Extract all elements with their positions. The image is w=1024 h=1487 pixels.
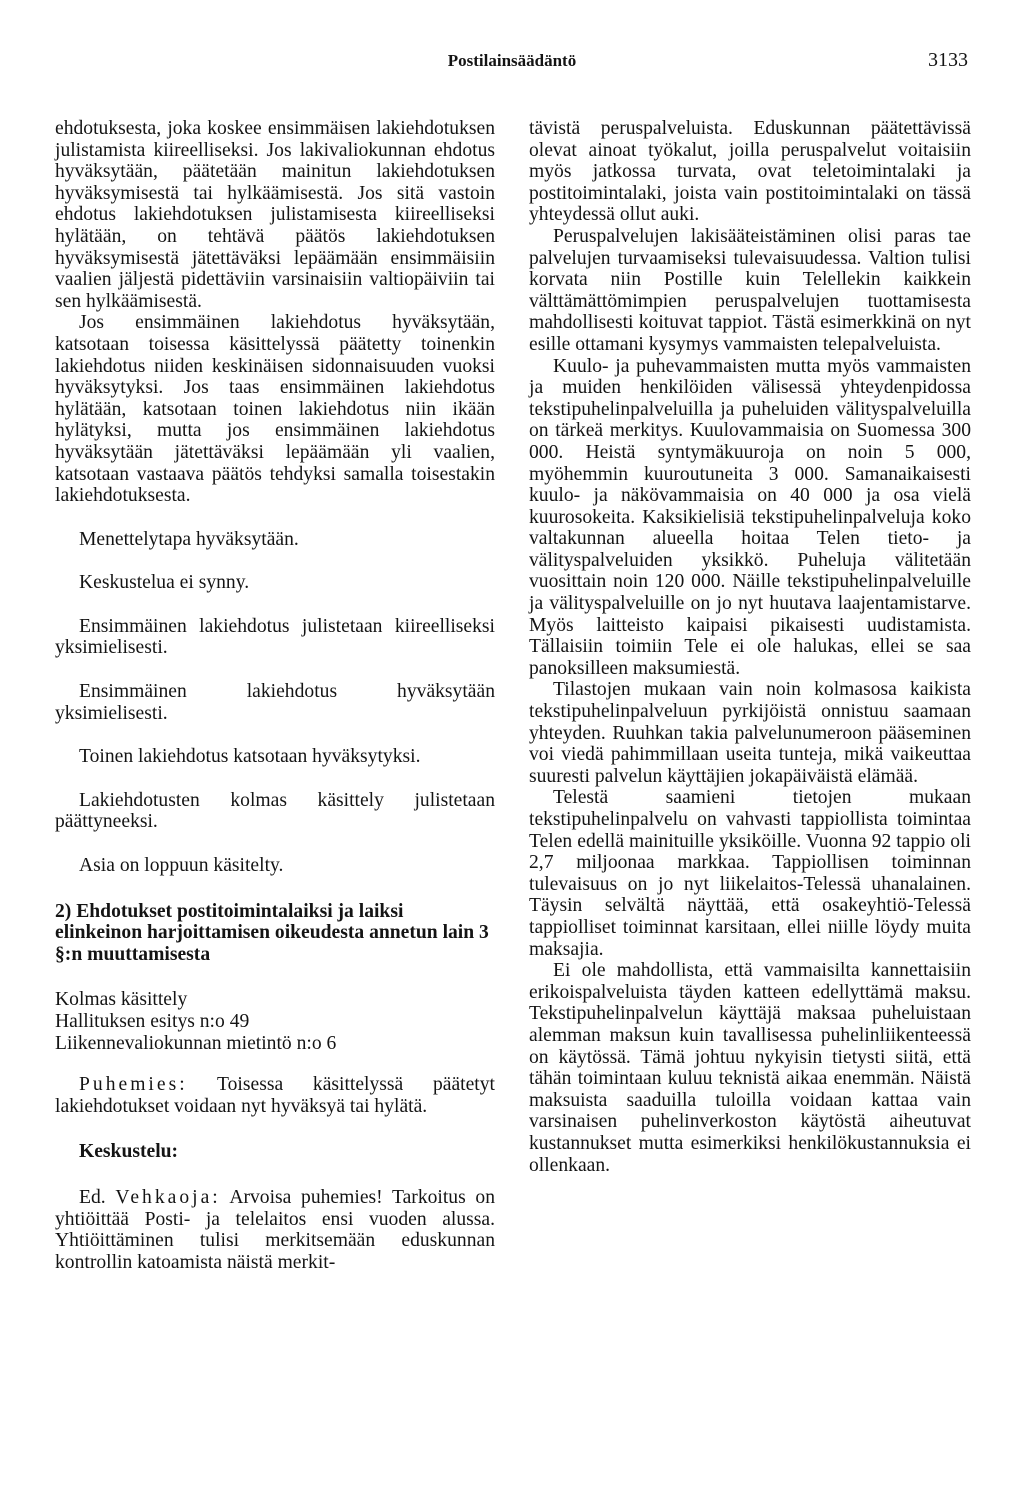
paragraph: ehdotuksesta, joka koskee ensimmäisen lakiehdotuksen julistamista kiireelliseksi. Jos lakivaliokunnan ehdotus hyväksytään, päätetään mainitun lakiehdotuksen hyväksymisestä tai hylkäämisestä. Jos sitä vastoin ehdotus lakiehdotuksen julistamisesta kiireelliseksi hylätään, on tehtävä päätös lakiehdotuksen hyväksymisestä jätettäväksi lepäämään ensimmäisiin vaalien jäljestä pidettäviin varsinaisiin valtiopäiviin tai sen hylkäämisestä. (55, 118, 495, 312)
paragraph: Peruspalvelujen lakisääteistäminen olisi paras tae palvelujen turvaamiseksi tulevaisuudessa. Valtion tulisi korvata niin Postille kuin Telellekin kaikkein välttämättömimpien peruspalvelujen tuottamisesta mahdollisesti koituvat tappiot. Tästä esimerkkinä on nyt esille ottamani kysymys vammaisten telepalveluista. (529, 225, 971, 355)
decision-line: Menettelytapa hyväksytään. (79, 528, 299, 550)
decision-line: Lakiehdotusten kolmas käsittely julistetaan päättyneeksi. (55, 789, 495, 833)
decision-line: Asia on loppuun käsitelty. (79, 855, 284, 877)
paragraph: Tilastojen mukaan vain noin kolmasosa kaikista tekstipuhelinpalveluun pyrkijöistä onnistuu saamaan yhteyden. Ruuhkan takia palvelunumeroon pääseminen voi viedä pahimmillaan useita tunteja, mikä vaikeuttaa suuresti palvelun käyttäjien jokapäiväistä elämää. (529, 679, 971, 787)
discussion-heading: Keskustelu: (79, 1141, 179, 1163)
reference-line: Liikennevaliokunnan mietintö n:o 6 (55, 1032, 337, 1054)
decision-line: Ensimmäinen lakiehdotus hyväksytään yksimielisesti. (55, 681, 495, 724)
decision-line: Keskustelua ei synny. (79, 572, 250, 594)
paragraph: tävistä peruspalveluista. Eduskunnan päätettävissä olevat ainoat työkalut, joilla peruspalvelut voitaisiin myös jatkossa turvata, ovat teletoimintalaki ja postitoimintalaki, joista vain postitoimintalaki on tässä yhteydessä ollut auki. (529, 118, 971, 226)
paragraph: Telestä saamieni tietojen mukaan tekstipuhelinpalvelu on vahvasti tappiollista toimintaa Telen edellä mainituille yksiköille. Vuonna 92 tappio oli 2,7 miljoonaa markkaa. Tappiollisen toiminnan tulevaisuus on jo nyt liikelaitos-Telessä uhanalainen. Täysin selvältä näyttää, että osakeyhtiö-Telessä tappiolliset toiminnat karsitaan, ellei niille löydy muita maksajia. (529, 787, 971, 960)
paragraph: Kuulo- ja puhevammaisten mutta myös vammaisten ja muiden henkilöiden välisessä yhteydenpidossa tekstipuhelinpalveluilla ja puheluiden välityspalveluilla on tärkeä merkitys. Kuulovammaisia on Suomessa 300 000. Heistä syntymäkuuroja on noin 5 000, myöhemmin kuuroutuneita 3 000. Samanaikaisesti kuulo- ja näkövammaisia on 40 000 ja osa vielä kuurosokeita. Kaksikielisiä tekstipuhelinpalveluja koko valtakunnan alueella hoitaa Telen tieto- ja välityspalveluiden yksikkö. Puheluja välitetään vuosittain noin 120 000. Näille tekstipuhelinpalveluille ja välityspalveluille on jo nyt huutava laajentamistarve. Myös laitteisto kaipaisi pikaisesti uudistamista. Tällaisiin toimiin Tele ei ole halukas, ellei se saa panoksilleen maksumiestä. (529, 355, 971, 679)
speaker-name: Vehkaoja: (115, 1186, 221, 1208)
chair-statement (55, 1074, 495, 1117)
decision-line: Toinen lakiehdotus katsotaan hyväksytyksi. (79, 746, 421, 768)
running-header-title: Postilainsäädäntö (447, 51, 577, 70)
paragraph: Ei ole mahdollista, että vammaisilta kannettaisiin erikoispalveluista täyden katteen edellyttämä maksu. Tekstipuhelinpalvelun käyttäjä maksaa puheluistaan alemman maksun kuin tavallisessa puhelinliikenteessä on käytössä. Tämä johtuu nykyisin tietysti siitä, että tähän toimintaan kuluu teknistä aikaa enemmän. Näistä maksuista saaduilla tuloilla voidaan kattaa vain varsinaisen puhelinverkoston käytöstä aiheutuvat kustannukset mutta esimerkiksi henkilökustannuksia ei ollenkaan. (529, 960, 971, 1176)
speech (55, 1187, 495, 1273)
speaker-prefix: Ed. (79, 1186, 116, 1208)
reference-line: Hallituksen esitys n:o 49 (55, 1011, 250, 1032)
page-number: 3133 (928, 49, 968, 71)
section-heading: 2) Ehdotukset postitoimintalaiksi ja laiksi elinkeinon harjoittamisen oikeudesta annetun lain 3 §:n muuttamisesta (55, 900, 489, 965)
decision-line: Ensimmäinen lakiehdotus julistetaan kiireelliseksi yksimielisesti. (55, 615, 495, 659)
reference-line: Kolmas käsittely (55, 989, 188, 1011)
chair-speaker: Puhemies: (79, 1074, 188, 1096)
paragraph: Jos ensimmäinen lakiehdotus hyväksytään, katsotaan toisessa käsittelyssä päätetty toinenkin lakiehdotus niiden keskinäisen sidonnaisuuden vuoksi hyväksytyksi. Jos taas ensimmäinen lakiehdotus hylätään, katsotaan toinen lakiehdotus niin ikään hylätyksi, mutta jos ensimmäinen lakiehdotus hyväksytään jätettäväksi lepäämään yli vaalien, katsotaan vastaava päätös tehdyksi samalla toisestakin lakiehdotuksesta. (55, 312, 495, 507)
left-column (55, 118, 495, 1273)
right-column (529, 118, 971, 1176)
chair-text: Toisessa käsittelyssä päätetyt lakiehdotukset voidaan nyt hyväksyä tai hylätä. (55, 1074, 495, 1117)
speech-text: Arvoisa puhemies! Tarkoitus on yhtiöittää Posti- ja telelaitos ensi vuoden alussa. Yhtiöittäminen tulisi merkitsemään eduskunnan kontrollin katoamista näistä merkit- (55, 1186, 495, 1273)
